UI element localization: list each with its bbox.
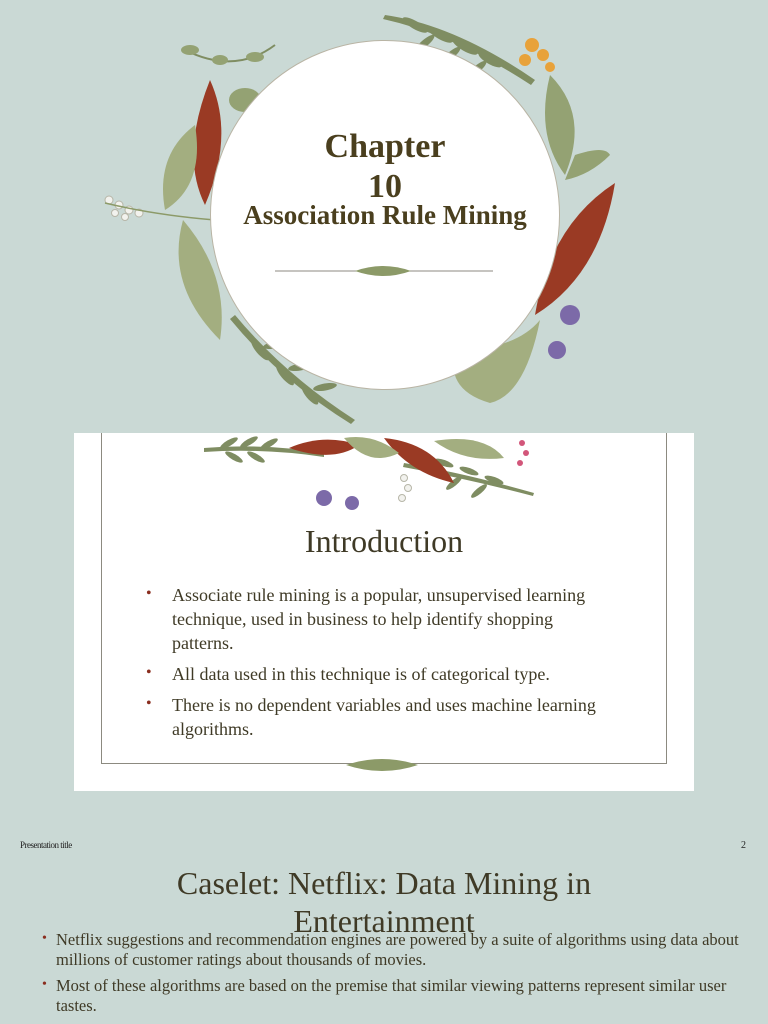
bullet-text: Most of these algorithms are based on the premise that similar viewing patterns represent similar user tastes.: [56, 976, 727, 1015]
list-item: [146, 693, 616, 741]
list-item: [42, 930, 742, 970]
introduction-slide: [74, 433, 694, 791]
list-item: [146, 583, 616, 655]
botanical-garland-icon: [204, 433, 564, 518]
bullet-icon: •: [146, 664, 152, 681]
page-number: 2: [741, 840, 746, 851]
bullet-text: All data used in this technique is of categorical type.: [172, 664, 550, 684]
bullet-text: Associate rule mining is a popular, unsupervised learning technique, used in business to help identify shopping patterns.: [172, 585, 586, 653]
bullet-icon: •: [146, 585, 152, 602]
introduction-heading: Introduction: [304, 523, 464, 559]
bullet-icon: •: [42, 931, 47, 946]
bullet-icon: •: [146, 695, 152, 712]
chapter-subtitle: Association Rule Mining: [243, 200, 527, 230]
introduction-bullet-list: [146, 583, 616, 748]
list-item: [42, 976, 742, 1016]
bullet-text: There is no dependent variables and uses machine learning algorithms.: [172, 695, 596, 739]
chapter-text: Chapter 10: [324, 128, 446, 205]
leaf-divider-icon: [275, 262, 495, 282]
caselet-heading: Caselet: Netflix: Data Mining in Entertainment: [176, 865, 592, 939]
list-item: [146, 662, 616, 686]
title-slide: [0, 0, 768, 430]
leaf-divider-icon: [342, 755, 422, 775]
caselet-bullet-list: [42, 930, 742, 1022]
bullet-icon: •: [42, 977, 47, 992]
bullet-text: Netflix suggestions and recommendation engines are powered by a suite of algorithms using data about millions of customer ratings about thousands of movies.: [56, 930, 739, 969]
footer-label: Presentation title: [20, 840, 72, 850]
chapter-title: [210, 127, 560, 207]
